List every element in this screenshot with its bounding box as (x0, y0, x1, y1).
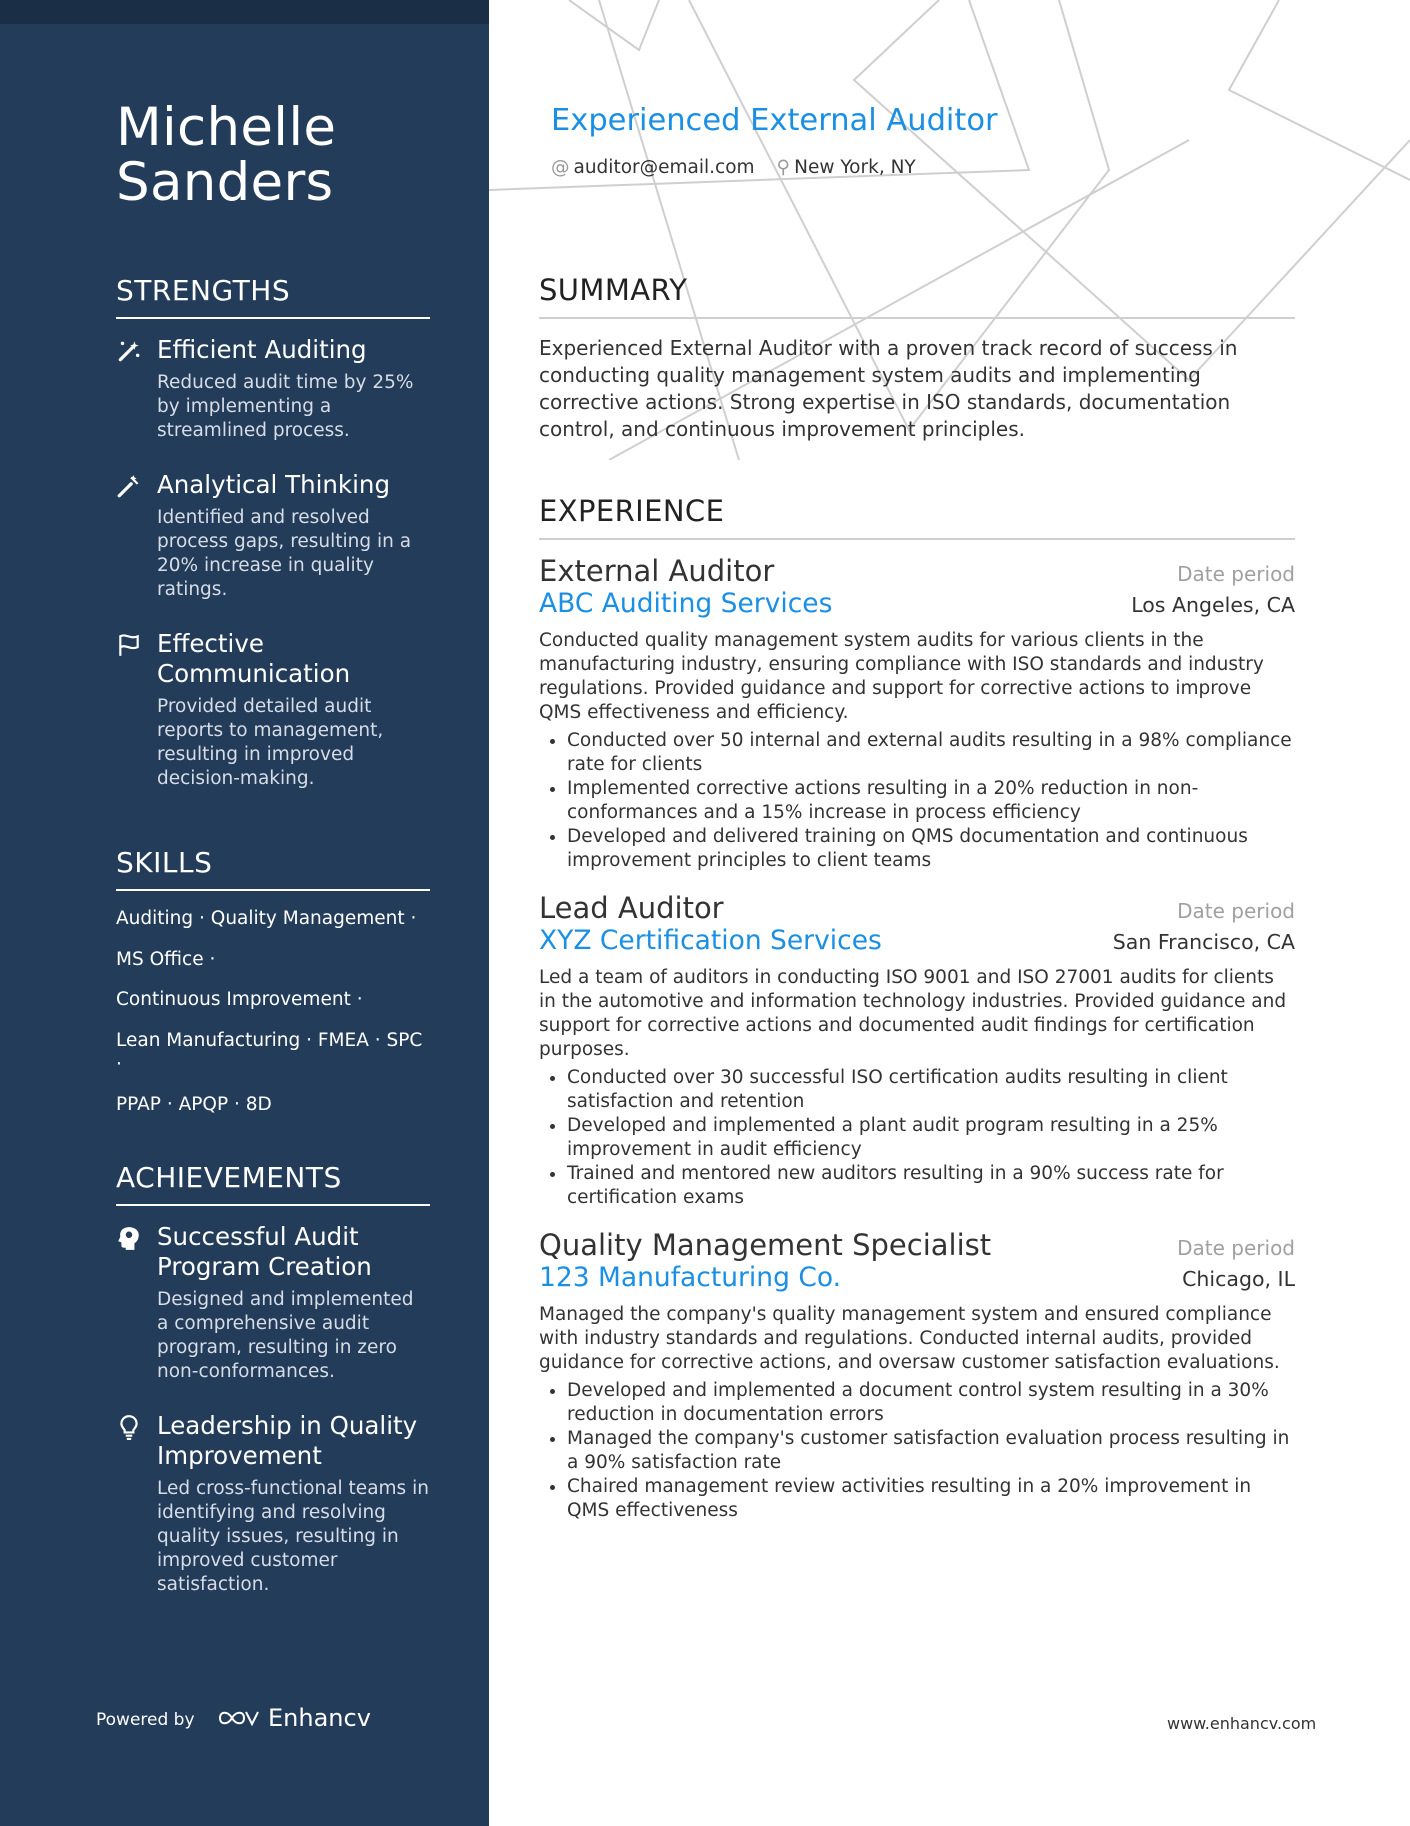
job-location: Los Angeles, CA (1131, 593, 1295, 617)
candidate-name: Michelle Sanders (116, 97, 337, 213)
achievement-desc: Led cross-functional teams in identifying and resolving quality issues, resulting in improved customer satisfaction. (157, 1478, 429, 1595)
strength-desc: Reduced audit time by 25% by implementing a streamlined process. (157, 372, 414, 441)
job-date: Date period (1177, 1236, 1295, 1260)
job-entry (539, 554, 1295, 873)
strength-title: Analytical Thinking (157, 470, 391, 499)
job-entry (539, 891, 1295, 1210)
skills-line: Lean Manufacturing · FMEA · SPC · (116, 1029, 423, 1075)
job-entry (539, 1228, 1295, 1523)
head-brain-icon (116, 1225, 142, 1251)
summary-section (539, 273, 1295, 443)
achievements-heading: ACHIEVEMENTS (116, 1161, 430, 1206)
magic-wand-icon (116, 338, 142, 364)
sidebar-top-bar (0, 0, 489, 24)
achievement-desc: Designed and implemented a comprehensive audit program, resulting in zero non-conformances. (157, 1289, 414, 1382)
job-title: Quality Management Specialist (539, 1228, 992, 1262)
job-bullets (539, 1066, 1295, 1210)
job-location: Chicago, IL (1182, 1267, 1295, 1291)
job-bullets (539, 729, 1295, 873)
sidebar (0, 0, 489, 1826)
job-bullet: • Trained and mentored new auditors resulting in a 90% success rate for certification exams (567, 1162, 1295, 1210)
strength-title: Efficient Auditing (157, 335, 367, 364)
lightbulb-icon (116, 1414, 142, 1440)
job-bullets (539, 1379, 1295, 1523)
summary-text: Experienced External Auditor with a proven track record of success in conducting quality management system audits and implementing corrective actions. Strong expertise in ISO standards, documentation control, and continuous improvement principles. (539, 336, 1238, 441)
skills-line: Auditing · Quality Management · (116, 908, 417, 929)
job-title: Lead Auditor (539, 891, 724, 925)
company-name: 123 Manufacturing Co. (539, 1262, 841, 1293)
achievements-section (116, 1161, 430, 1624)
achievement-title: Successful Audit Program Creation (157, 1222, 372, 1281)
location-pin-icon: ⚲ (776, 157, 791, 178)
skills-line: PPAP · APQP · 8D (116, 1094, 272, 1115)
powered-by-label: Powered by (96, 1710, 195, 1730)
location-contact (777, 157, 916, 178)
location-text: New York, NY (794, 157, 916, 178)
skills-line: MS Office · (116, 948, 216, 970)
enhancv-logo[interactable] (214, 1704, 371, 1732)
job-bullet: • Managed the company's customer satisfaction evaluation process resulting in a 90% satisfaction rate (567, 1427, 1295, 1475)
strength-title: Effective Communication (157, 629, 351, 688)
job-bullet: • Conducted over 50 internal and external audits resulting in a 98% compliance rate for clients (567, 729, 1295, 777)
contact-info (551, 157, 916, 178)
achievement-title: Leadership in Quality Improvement (157, 1411, 418, 1470)
strength-desc: Provided detailed audit reports to management, resulting in improved decision-making. (157, 696, 384, 789)
flag-icon (116, 632, 142, 658)
email-text: auditor@email.com (573, 157, 755, 178)
job-bullet: • Chaired management review activities resulting in a 20% improvement in QMS effectiveness (567, 1475, 1295, 1523)
skills-section (116, 846, 430, 1134)
job-bullet: • Conducted over 30 successful ISO certification audits resulting in client satisfaction and retention (567, 1066, 1295, 1114)
experience-section (539, 494, 1295, 1523)
headline: Experienced External Auditor (551, 103, 998, 138)
wand-sparkle-icon (116, 473, 142, 499)
achievement-item (116, 1222, 430, 1384)
achievement-item (116, 1411, 430, 1597)
skills-heading: SKILLS (116, 846, 430, 891)
company-name: XYZ Certification Services (539, 925, 882, 956)
strengths-heading: STRENGTHS (116, 274, 430, 319)
enhancv-brand-text: Enhancv (268, 1704, 371, 1732)
strength-desc: Identified and resolved process gaps, resulting in a 20% increase in quality ratings. (157, 507, 412, 600)
job-bullet: • Implemented corrective actions resulting in a 20% reduction in non-conformances and a 15% increase in process efficiency (567, 777, 1295, 825)
enhancv-logo-icon (214, 1706, 260, 1730)
job-bullet: • Developed and delivered training on QMS documentation and continuous improvement principles to client teams (567, 825, 1295, 873)
job-bullet: • Developed and implemented a plant audit program resulting in a 25% improvement in audit efficiency (567, 1114, 1295, 1162)
job-date: Date period (1177, 562, 1295, 586)
strengths-section (116, 274, 430, 818)
email-contact[interactable] (551, 157, 755, 178)
job-description: Conducted quality management system audits for various clients in the manufacturing industry, ensuring compliance with ISO standards and industry regulations. Provided guidance and support for corrective actions to improve QMS effectiveness and efficiency. (539, 630, 1264, 723)
job-description: Led a team of auditors in conducting ISO 9001 and ISO 27001 audits for clients in the automotive and information technology industries. Provided guidance and support for corrective actions and documented audit findings for certification purposes. (539, 967, 1287, 1060)
job-bullet: • Developed and implemented a document control system resulting in a 30% reduction in documentation errors (567, 1379, 1295, 1427)
strength-item (116, 470, 430, 602)
job-description: Managed the company's quality management system and ensured compliance with industry standards and regulations. Conducted internal audits, provided guidance for corrective actions, and oversaw customer satisfaction evaluations. (539, 1304, 1280, 1373)
experience-heading: EXPERIENCE (539, 494, 1295, 540)
strength-item (116, 629, 430, 791)
job-location: San Francisco, CA (1112, 930, 1295, 954)
skills-line: Continuous Improvement · (116, 989, 363, 1010)
job-date: Date period (1177, 899, 1295, 923)
job-title: External Auditor (539, 554, 775, 588)
at-icon: @ (551, 157, 570, 178)
company-name: ABC Auditing Services (539, 588, 833, 619)
strength-item (116, 335, 430, 443)
footer-url[interactable]: www.enhancv.com (1167, 1714, 1317, 1733)
summary-heading: SUMMARY (539, 273, 1295, 319)
